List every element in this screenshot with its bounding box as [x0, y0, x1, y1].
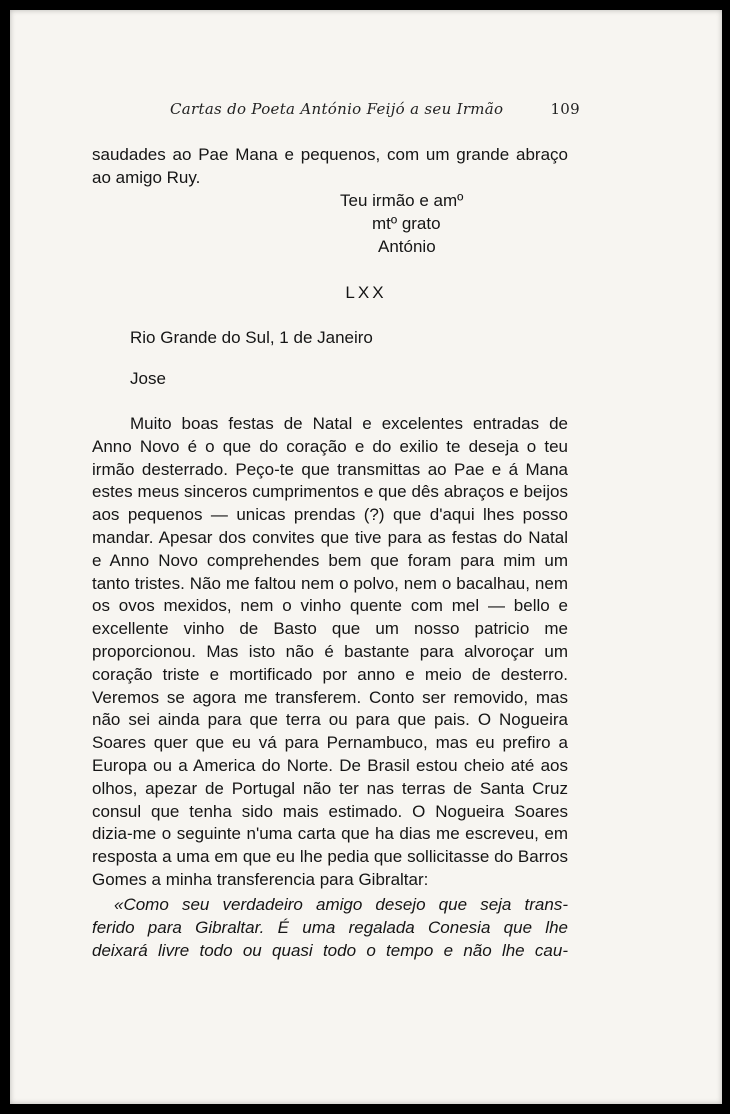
main-paragraph: Muito boas festas de Natal e excelentes entradas de Anno Novo é o que do coração e do exilio te deseja o teu irmão desterrado. Peço-te que transmittas ao Pae e á Mana estes meus sinceros cumprimentos e que dês abraços e beijos aos pequenos — unicas prendas (?) que d'aqui lhes posso mandar. Apesar dos convites que tive para as festas do Natal e Anno Novo comprehendes bem que foram para mim um tanto tristes. Não me faltou nem o polvo, nem o bacalhau, nem os ovos mexidos, nem o vinho quente com mel — bello e excellente vinho de Basto que um nosso patricio me proporcionou. Mas isto não é bastante para alvoroçar um coração triste e mortificado por anno e meio de desterro. Veremos se agora me transferem. Conto ser removido, mas não sei ainda para que terra ou para que pais. O Nogueira Soares quer que eu vá para Pernambuco, mas eu prefiro a Europa ou a America do Norte. De Brasil estou cheio até aos olhos, apezar de Portugal não ter nas terras de Santa Cruz consul que tenha sido mais estimado. O Nogueira Soares dizia-me o seguinte n'uma carta que ha dias me escreveu, em resposta a uma em que eu lhe pedia que sollicitasse do Barros Gomes a minha transferencia para Gibraltar:: [92, 414, 568, 889]
opening-paragraph: saudades ao Pae Mana e pequenos, com um grande abraço ao amigo Ruy.: [92, 145, 568, 187]
running-header: [170, 100, 580, 118]
book-page: [10, 10, 722, 1104]
letter-closing: [340, 190, 570, 258]
quote-line: deixará livre todo ou quasi todo o tempo e não lhe cau-: [92, 940, 568, 960]
closing-line-1: Teu irmão e amº: [340, 191, 464, 210]
closing-signature: António: [378, 236, 436, 256]
dateline: Rio Grande do Sul, 1 de Janeiro: [130, 328, 373, 347]
quoted-passage: [92, 894, 568, 962]
salutation: Jose: [130, 369, 166, 388]
letter-number-heading: LXX: [345, 283, 387, 302]
quote-line: ferido para Gibraltar. É uma regalada Conesia que lhe: [92, 917, 568, 937]
running-title: Cartas do Poeta António Feijó a seu Irmão: [170, 100, 504, 118]
quote-line: «Como seu verdadeiro amigo desejo que seja trans-: [114, 895, 568, 914]
page-number: 109: [550, 100, 580, 118]
closing-line-2: mtº grato: [372, 213, 441, 233]
